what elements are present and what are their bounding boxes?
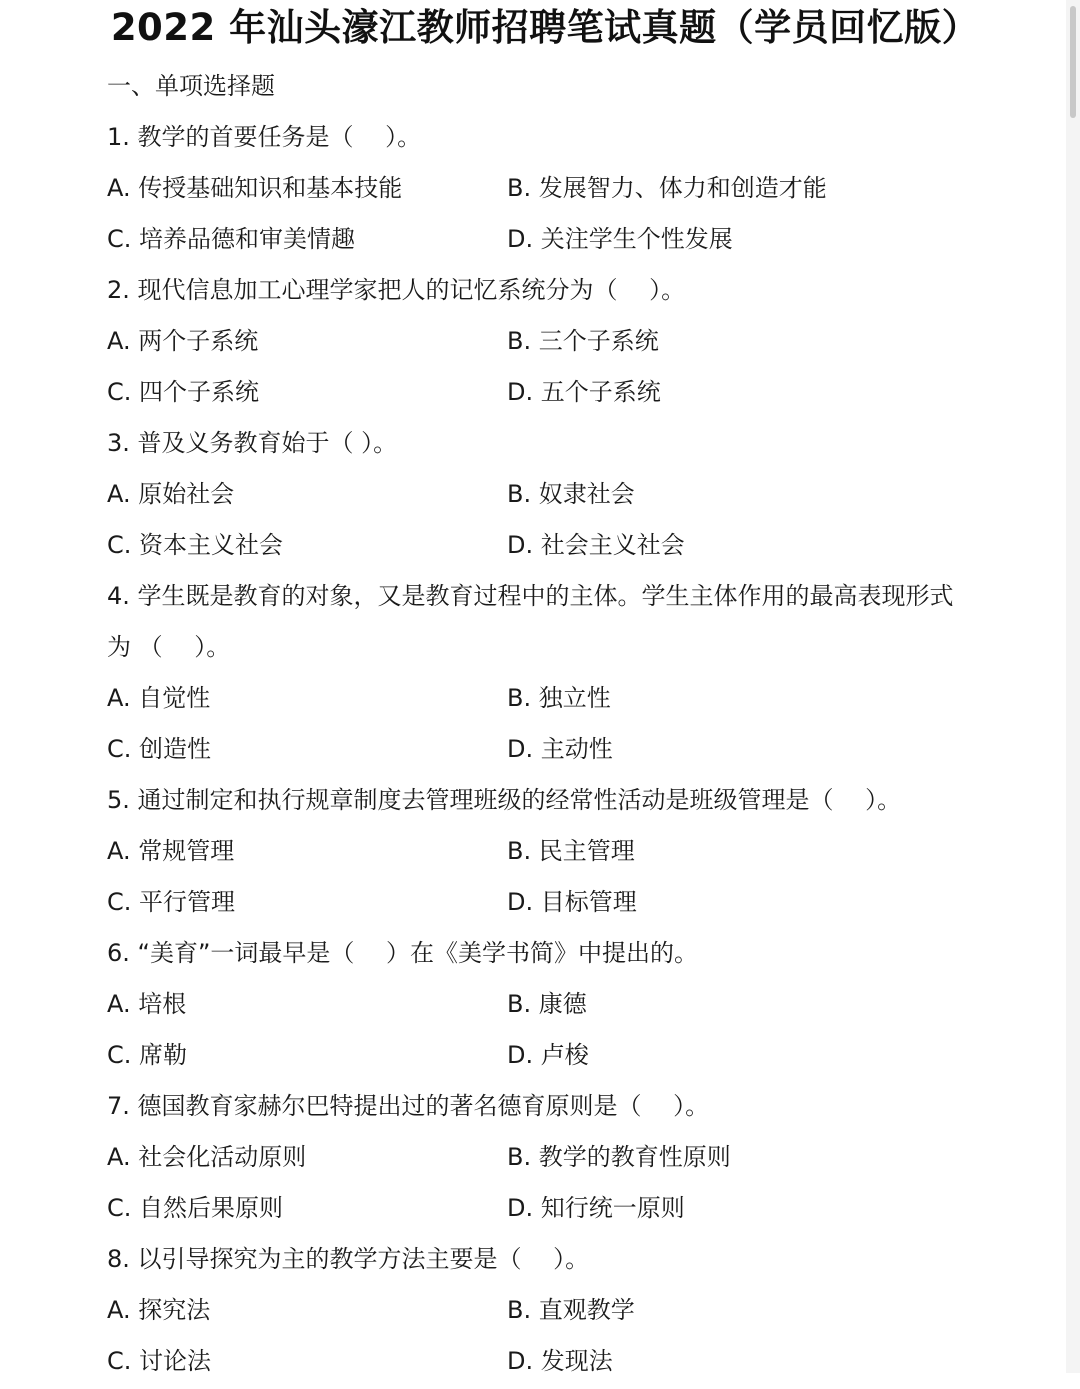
question-stem: 6. “美育”一词最早是（ ）在《美学书简》中提出的。	[107, 939, 699, 967]
question-stem: 1. 教学的首要任务是（ ）。	[107, 123, 422, 151]
question-stem-continued: 为 （ ）。	[107, 633, 231, 661]
option-c: C. 培养品德和审美情趣	[107, 225, 356, 253]
option-b: B. 民主管理	[507, 837, 635, 865]
question-stem: 3. 普及义务教育始于（ ）。	[107, 429, 398, 457]
option-b: B. 教学的教育性原则	[507, 1143, 731, 1171]
question-stem: 4. 学生既是教育的对象，又是教育过程中的主体。学生主体作用的最高表现形式	[107, 582, 954, 610]
option-d: D. 目标管理	[507, 888, 637, 916]
option-row	[107, 165, 1027, 216]
option-a: A. 自觉性	[107, 684, 211, 712]
option-row	[107, 726, 1027, 777]
option-a: A. 社会化活动原则	[107, 1143, 307, 1171]
option-a: A. 常规管理	[107, 837, 235, 865]
scrollbar-thumb[interactable]	[1070, 6, 1076, 118]
option-b: B. 奴隶社会	[507, 480, 635, 508]
option-row	[107, 471, 1027, 522]
option-d: D. 主动性	[507, 735, 613, 763]
document-title: 2022 年汕头濠江教师招聘笔试真题（学员回忆版）	[110, 6, 980, 49]
option-a: A. 探究法	[107, 1296, 211, 1324]
option-d: D. 社会主义社会	[507, 531, 685, 559]
option-a: A. 两个子系统	[107, 327, 259, 355]
option-row	[107, 879, 1027, 930]
option-row	[107, 522, 1027, 573]
option-row	[107, 1032, 1027, 1083]
option-row	[107, 828, 1027, 879]
option-a: A. 传授基础知识和基本技能	[107, 174, 403, 202]
option-row	[107, 1338, 1027, 1389]
option-d: D. 发现法	[507, 1347, 613, 1375]
option-b: B. 康德	[507, 990, 587, 1018]
option-b: B. 三个子系统	[507, 327, 659, 355]
question-stem: 5. 通过制定和执行规章制度去管理班级的经常性活动是班级管理是（ ）。	[107, 786, 902, 814]
question-list	[107, 114, 1027, 1389]
option-c: C. 创造性	[107, 735, 212, 763]
option-c: C. 讨论法	[107, 1347, 212, 1375]
section-heading: 一、单项选择题	[107, 72, 275, 100]
option-row	[107, 1287, 1027, 1338]
option-row	[107, 1134, 1027, 1185]
option-d: D. 卢梭	[507, 1041, 589, 1069]
option-d: D. 五个子系统	[507, 378, 661, 406]
option-c: C. 自然后果原则	[107, 1194, 284, 1222]
option-d: D. 知行统一原则	[507, 1194, 685, 1222]
option-b: B. 直观教学	[507, 1296, 635, 1324]
option-c: C. 席勒	[107, 1041, 188, 1069]
question-stem: 7. 德国教育家赫尔巴特提出过的著名德育原则是（ ）。	[107, 1092, 710, 1120]
option-row	[107, 318, 1027, 369]
vertical-scrollbar[interactable]	[1066, 0, 1080, 1373]
option-row	[107, 369, 1027, 420]
option-a: A. 原始社会	[107, 480, 235, 508]
option-c: C. 平行管理	[107, 888, 236, 916]
option-row	[107, 216, 1027, 267]
option-c: C. 资本主义社会	[107, 531, 284, 559]
option-b: B. 发展智力、体力和创造才能	[507, 174, 827, 202]
option-d: D. 关注学生个性发展	[507, 225, 733, 253]
option-row	[107, 675, 1027, 726]
option-b: B. 独立性	[507, 684, 611, 712]
option-row	[107, 981, 1027, 1032]
option-a: A. 培根	[107, 990, 187, 1018]
option-c: C. 四个子系统	[107, 378, 260, 406]
option-row	[107, 1185, 1027, 1236]
question-stem: 2. 现代信息加工心理学家把人的记忆系统分为（ ）。	[107, 276, 686, 304]
question-stem: 8. 以引导探究为主的教学方法主要是（ ）。	[107, 1245, 590, 1273]
